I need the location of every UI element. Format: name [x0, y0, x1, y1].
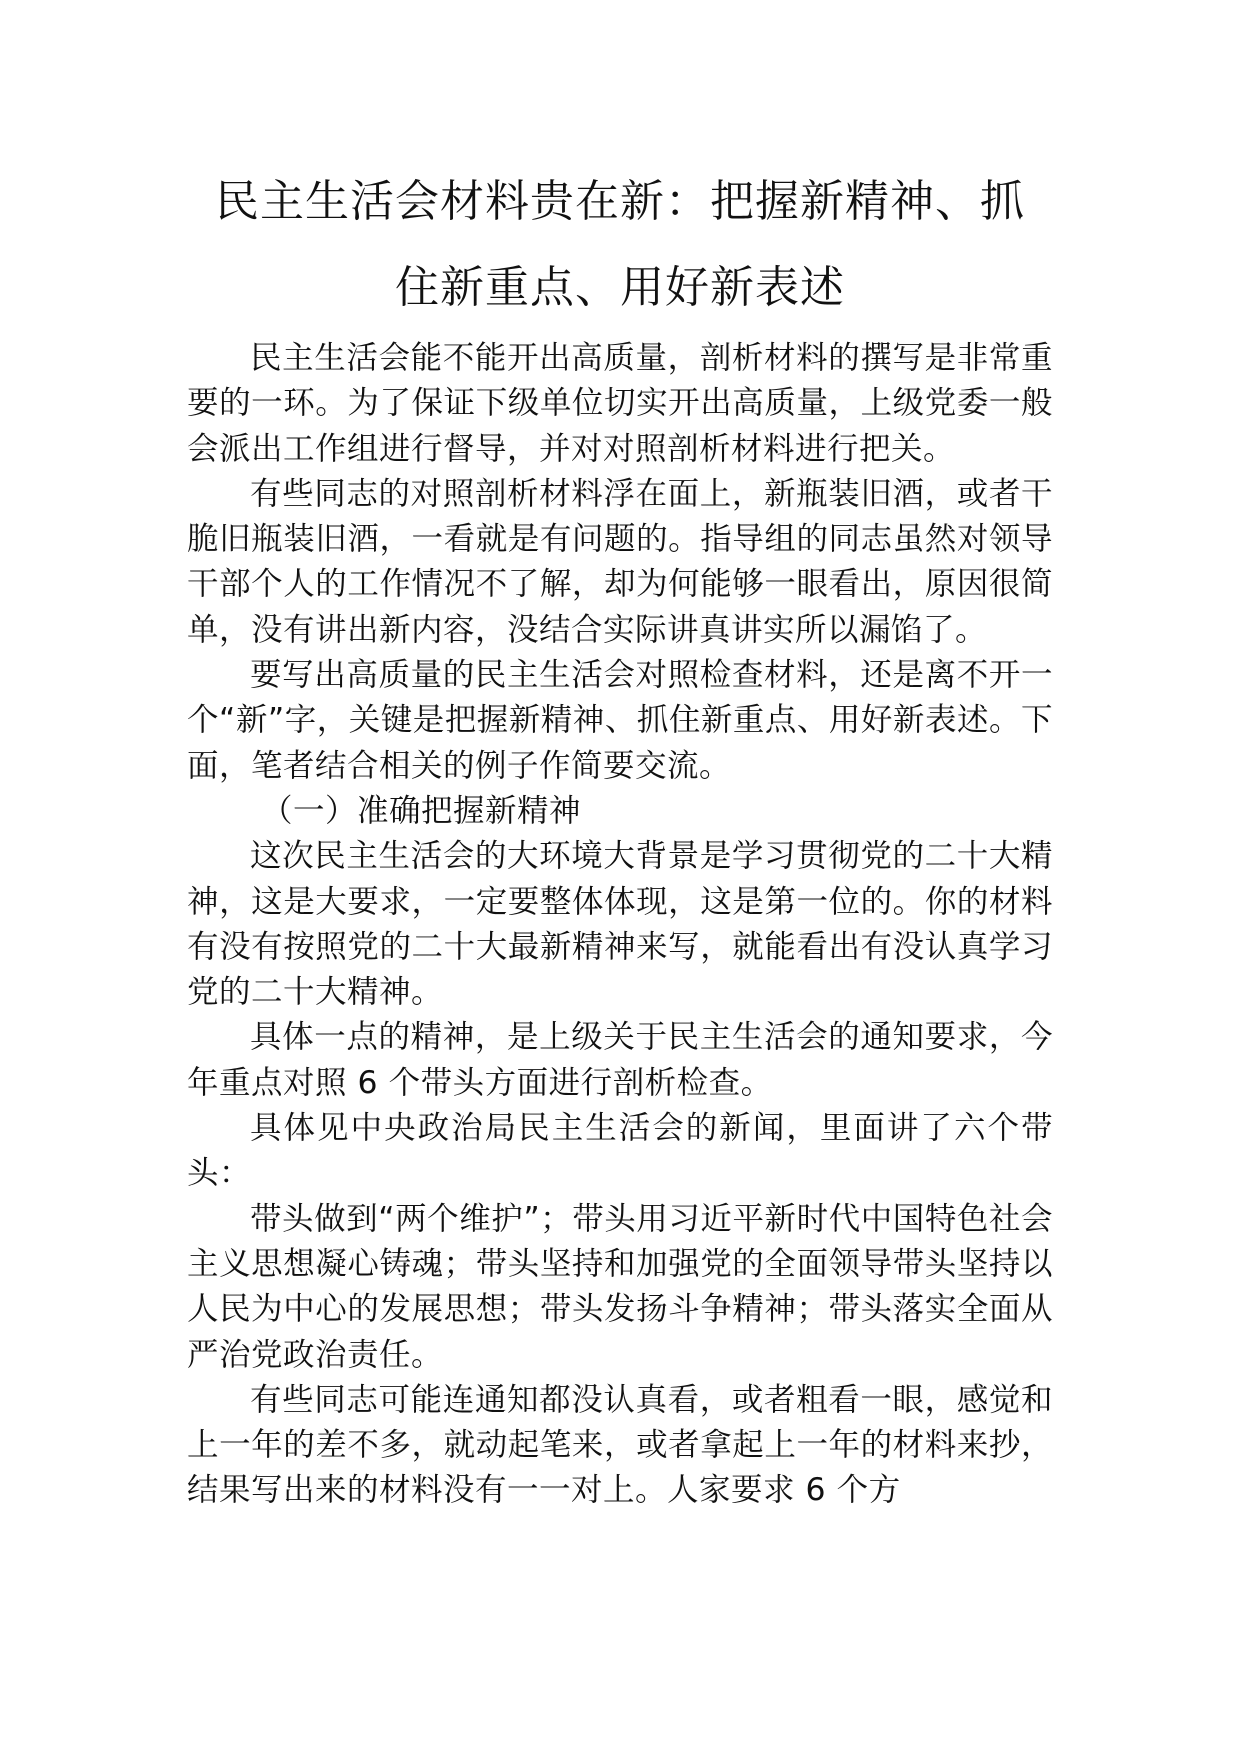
- paragraph-problem: 有些同志的对照剖析材料浮在面上，新瓶装旧酒，或者干脆旧瓶装旧酒，一看就是有问题的。指导组的同志虽然对领导干部个人的工作情况不了解，却为何能够一眼看出，原因很简单，没有讲出新内容，没结合实际讲真讲实所以漏馅了。: [187, 475, 1053, 648]
- document-title-line-2: 住新重点、用好新表述: [395, 262, 845, 313]
- paragraph-context: 这次民主生活会的大环境大背景是学习贯彻党的二十大精神，这是大要求，一定要整体体现，这是第一位的。你的材料有没有按照党的二十大最新精神来写，就能看出有没认真学习党的二十大精神。: [187, 838, 1053, 1011]
- paragraph-warning: 有些同志可能连通知都没认真看，或者粗看一眼，感觉和上一年的差不多，就动起笔来，或者拿起上一年的材料来抄，结果写出来的材料没有一一对上。人家要求 6 个方: [187, 1381, 1053, 1509]
- document-body: [187, 336, 1053, 1514]
- paragraph-news-reference: 具体见中央政治局民主生活会的新闻，里面讲了六个带头：: [187, 1110, 1053, 1192]
- section-heading: （一）准确把握新精神: [261, 792, 582, 829]
- paragraph-intro: 民主生活会能不能开出高质量，剖析材料的撰写是非常重要的一环。为了保证下级单位切实开出高质量，上级党委一般会派出工作组进行督导，并对对照剖析材料进行把关。: [187, 340, 1053, 467]
- document-title-line-1: 民主生活会材料贵在新：把握新精神、抓: [215, 176, 1025, 227]
- paragraph-requirements: 具体一点的精神，是上级关于民主生活会的通知要求，今年重点对照 6 个带头方面进行剖析检查。: [187, 1019, 1053, 1101]
- paragraph-six-leads: 带头做到“两个维护”；带头用习近平新时代中国特色社会主义思想凝心铸魂；带头坚持和加强党的全面领导带头坚持以人民为中心的发展思想；带头发扬斗争精神；带头落实全面从严治党政治责任。: [187, 1200, 1053, 1373]
- paragraph-key-point: 要写出高质量的民主生活会对照检查材料，还是离不开一个“新”字，关键是把握新精神、抓住新重点、用好新表述。下面，笔者结合相关的例子作简要交流。: [187, 657, 1053, 784]
